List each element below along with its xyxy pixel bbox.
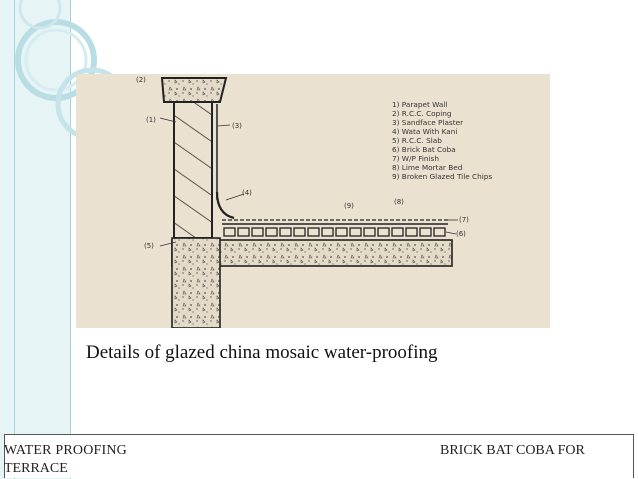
callout-label: (4) — [242, 189, 252, 197]
callout-label: (6) — [456, 230, 466, 238]
callout-label: (8) — [394, 198, 404, 206]
callout-label: (3) — [232, 122, 242, 130]
legend-item: 3) Sandface Plaster — [392, 118, 464, 127]
callout-label: (5) — [144, 242, 154, 250]
footer-right-text: BRICK BAT COBA FOR — [440, 443, 585, 458]
callout-label: (7) — [459, 216, 469, 224]
callout-label: (9) — [344, 202, 354, 210]
legend-item: 5) R.C.C. Slab — [392, 136, 442, 145]
parapet-wall — [174, 102, 212, 238]
legend-item: 1) Parapet Wall — [392, 100, 448, 109]
legend-item: 8) Lime Mortar Bed — [392, 163, 463, 172]
callout-label: (2) — [136, 76, 146, 84]
footer-left-text: WATER PROOFING — [4, 443, 127, 458]
legend-item: 7) W/P Finish — [392, 154, 439, 163]
brick-bat-coba-row — [224, 228, 445, 236]
footer-continued-text: TERRACE — [4, 461, 68, 476]
legend-item: 4) Wata With Kani — [392, 127, 458, 136]
support-wall — [172, 238, 220, 328]
drawing-legend — [392, 100, 492, 181]
waterproofing-detail-drawing — [76, 74, 550, 328]
rcc-coping — [162, 78, 226, 102]
legend-item: 9) Broken Glazed Tile Chips — [392, 172, 493, 181]
figure-caption: Details of glazed china mosaic water-proofing — [86, 342, 438, 363]
legend-item: 6) Brick Bat Coba — [392, 145, 456, 154]
legend-item: 2) R.C.C. Coping — [392, 109, 452, 118]
callout-label: (1) — [146, 116, 156, 124]
